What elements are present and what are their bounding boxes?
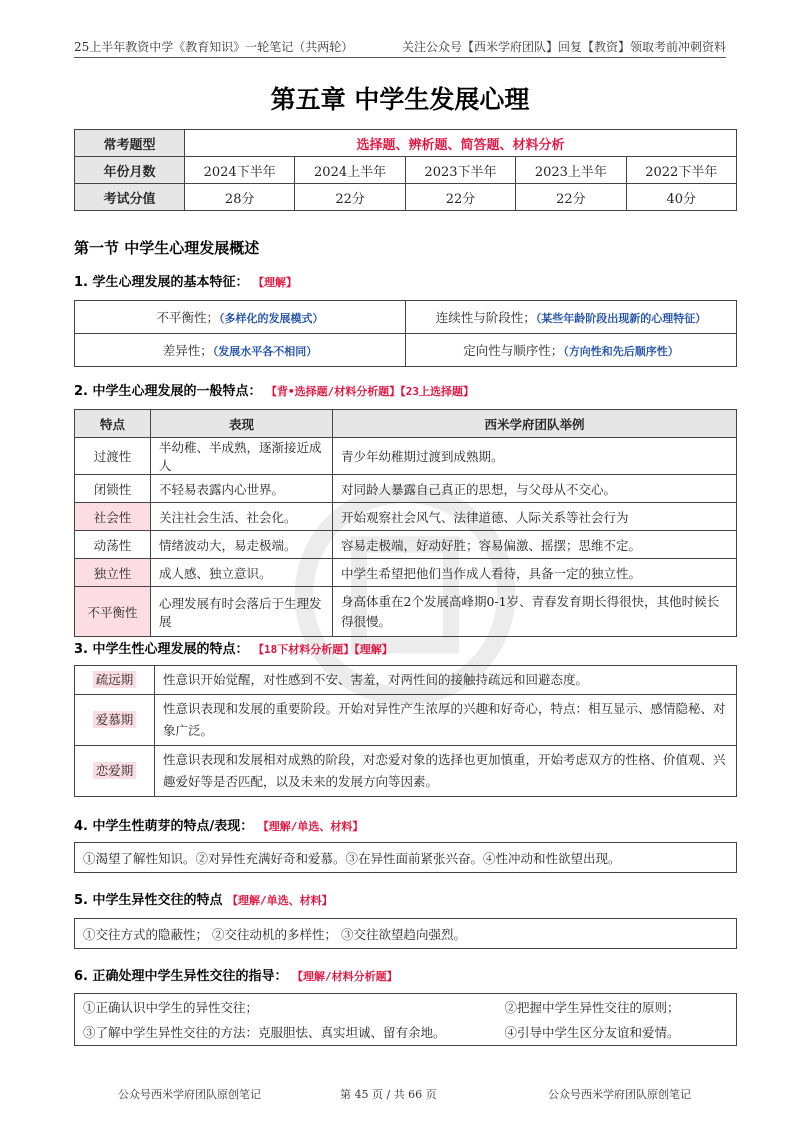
table-row (75, 531, 737, 559)
question-5-content: ①交往方式的隐蔽性； ②交往动机的多样性； ③交往欲望趋向强烈。 (74, 918, 737, 949)
example-cell: 对同龄人暴露自己真正的思想，与父母从不交心。 (333, 475, 737, 503)
question-2-heading (74, 380, 474, 399)
behavior-cell: 关注社会生活、社会化。 (151, 503, 333, 531)
column-header: 表现 (151, 410, 333, 438)
trait-cell: 闭锁性 (75, 475, 151, 503)
feature-cell (406, 334, 737, 367)
trait-cell: 社会性 (75, 503, 151, 531)
page-footer (0, 1086, 800, 1102)
stage-desc-cell: 性意识表现和发展相对成熟的阶段，对恋爱对象的选择也更加慎重，开始考虑双方的性格、价值观、兴趣爱好等是否匹配，以及未来的发展方向等因素。 (155, 746, 737, 797)
trait-cell: 过渡性 (75, 438, 151, 475)
stage-cell (75, 695, 155, 746)
behavior-cell: 成人感、独立意识。 (151, 559, 333, 587)
header-right-text: 关注公众号【西米学府团队】回复【教资】领取考前冲刺资料 (401, 40, 726, 54)
year-cell: 2023下半年 (405, 157, 515, 184)
behavior-cell: 情绪波动大，易走极端。 (151, 531, 333, 559)
question-types-label: 常考题型 (75, 130, 185, 157)
guidance-table (74, 993, 737, 1046)
question-3-title: 3. 中学生性心理发展的特点： (74, 642, 249, 657)
score-cell: 28分 (185, 184, 295, 211)
header-left-text: 25上半年教资中学《教育知识》一轮笔记（共两轮） (74, 40, 354, 54)
example-cell: 开始观察社会风气、法律道德、人际关系等社会行为 (333, 503, 737, 531)
year-cell: 2024下半年 (185, 157, 295, 184)
behavior-cell: 不轻易表露内心世界。 (151, 475, 333, 503)
stage-desc-cell: 性意识开始觉醒，对性感到不安、害羞，对两性间的接触持疏远和回避态度。 (155, 666, 737, 695)
score-cell: 22分 (405, 184, 515, 211)
table-row (75, 695, 737, 746)
table-header-row (75, 410, 737, 438)
exam-years-row (75, 157, 737, 184)
feature-cell (406, 301, 737, 334)
guidance-item: ④引导中学生区分友谊和爱情。 (497, 1020, 737, 1046)
table-row (75, 746, 737, 797)
exam-scores-row (75, 184, 737, 211)
column-header: 特点 (75, 410, 151, 438)
year-cell: 2024上半年 (295, 157, 405, 184)
basic-features-table (74, 300, 737, 367)
question-6-heading (74, 965, 398, 984)
feature-cell (75, 334, 406, 367)
question-2-tag: 【背•选择题/材料分析题】【23上选择题】 (266, 385, 475, 398)
section-title: 第一节 中学生心理发展概述 (74, 239, 260, 257)
footer-right-text: 公众号西米学府团队原创笔记 (548, 1088, 691, 1101)
general-traits-table (74, 409, 737, 637)
stage-label: 爱慕期 (93, 711, 137, 728)
question-4-tag: 【理解/单选、材料】 (257, 820, 364, 833)
page-number: 第 45 页 / 共 66 页 (340, 1088, 437, 1101)
stage-cell (75, 746, 155, 797)
question-types-value: 选择题、辨析题、简答题、材料分析 (185, 130, 737, 157)
feature-note: （方向性和先后顺序性） (563, 345, 679, 358)
example-cell: 青少年幼稚期过渡到成熟期。 (333, 438, 737, 475)
question-1-title: 1. 学生心理发展的基本特征： (74, 275, 249, 290)
sex-psychology-table (74, 665, 737, 797)
question-2-title: 2. 中学生心理发展的一般特点： (74, 384, 262, 399)
table-row (75, 666, 737, 695)
page-header (74, 38, 726, 58)
question-6-tag: 【理解/材料分析题】 (292, 970, 398, 983)
feature-name: 差异性； (162, 343, 213, 358)
example-cell: 中学生希望把他们当作成人看待，具备一定的独立性。 (333, 559, 737, 587)
guidance-item: ③了解中学生异性交往的方法：克服胆怯、真实坦诚、留有余地。 (75, 1020, 497, 1046)
feature-cell (75, 301, 406, 334)
trait-cell: 不平衡性 (75, 587, 151, 637)
feature-name: 不平衡性； (156, 310, 219, 325)
question-6-title: 6. 正确处理中学生异性交往的指导： (74, 969, 288, 984)
table-row (75, 475, 737, 503)
feature-note: （某些年龄阶段出现新的心理特征） (535, 312, 707, 325)
feature-note: （多样化的发展模式） (219, 312, 324, 325)
years-label: 年份月数 (75, 157, 185, 184)
score-cell: 40分 (626, 184, 736, 211)
table-row (75, 587, 737, 637)
year-cell: 2022下半年 (626, 157, 736, 184)
footer-left-text: 公众号西米学府团队原创笔记 (118, 1088, 261, 1101)
trait-cell: 动荡性 (75, 531, 151, 559)
year-cell: 2023上半年 (516, 157, 626, 184)
question-4-content: ①渴望了解性知识。②对异性充满好奇和爱慕。③在异性面前紧张兴奋。④性冲动和性欲望出现。 (74, 842, 737, 873)
question-4-title: 4. 中学生性萌芽的特点/表现： (74, 819, 254, 834)
score-cell: 22分 (516, 184, 626, 211)
stage-cell (75, 666, 155, 695)
score-cell: 22分 (295, 184, 405, 211)
feature-name: 连续性与阶段性； (435, 310, 536, 325)
question-5-title: 5. 中学生异性交往的特点 (74, 893, 223, 908)
column-header: 西米学府团队举例 (333, 410, 737, 438)
guidance-item: ②把握中学生异性交往的原则； (497, 994, 737, 1020)
behavior-cell: 心理发展有时会落后于生理发展 (151, 587, 333, 637)
question-5-tag: 【理解/单选、材料】 (227, 894, 333, 907)
table-row (75, 438, 737, 475)
example-cell: 容易走极端，好动好胜；容易偏激、摇摆；思维不定。 (333, 531, 737, 559)
table-row (75, 503, 737, 531)
feature-note: （发展水平各不相同） (212, 345, 318, 358)
stage-label: 疏远期 (93, 671, 137, 688)
question-1-heading (74, 271, 297, 290)
exam-types-row (75, 130, 737, 157)
chapter-title: 第五章 中学生发展心理 (270, 85, 530, 114)
question-1-tag: 【理解】 (253, 276, 298, 289)
scores-label: 考试分值 (75, 184, 185, 211)
feature-name: 定向性与顺序性； (463, 343, 564, 358)
stage-label: 恋爱期 (93, 762, 137, 779)
example-cell: 身高体重在2个发展高峰期0-1岁、青春发育期长得很快，其他时候长得很慢。 (333, 587, 737, 637)
question-3-tag: 【18下材料分析题】【理解】 (253, 643, 393, 656)
exam-info-table (74, 129, 737, 211)
trait-cell: 独立性 (75, 559, 151, 587)
table-row (75, 559, 737, 587)
question-3-heading (74, 638, 393, 657)
question-4-heading (74, 815, 363, 834)
stage-desc-cell: 性意识表现和发展的重要阶段。开始对异性产生浓厚的兴趣和好奇心，特点：相互显示、感情隐秘、对象广泛。 (155, 695, 737, 746)
behavior-cell: 半幼稚、半成熟，逐渐接近成人 (151, 438, 333, 475)
guidance-item: ①正确认识中学生的异性交往； (75, 994, 497, 1020)
question-5-heading (74, 889, 333, 908)
